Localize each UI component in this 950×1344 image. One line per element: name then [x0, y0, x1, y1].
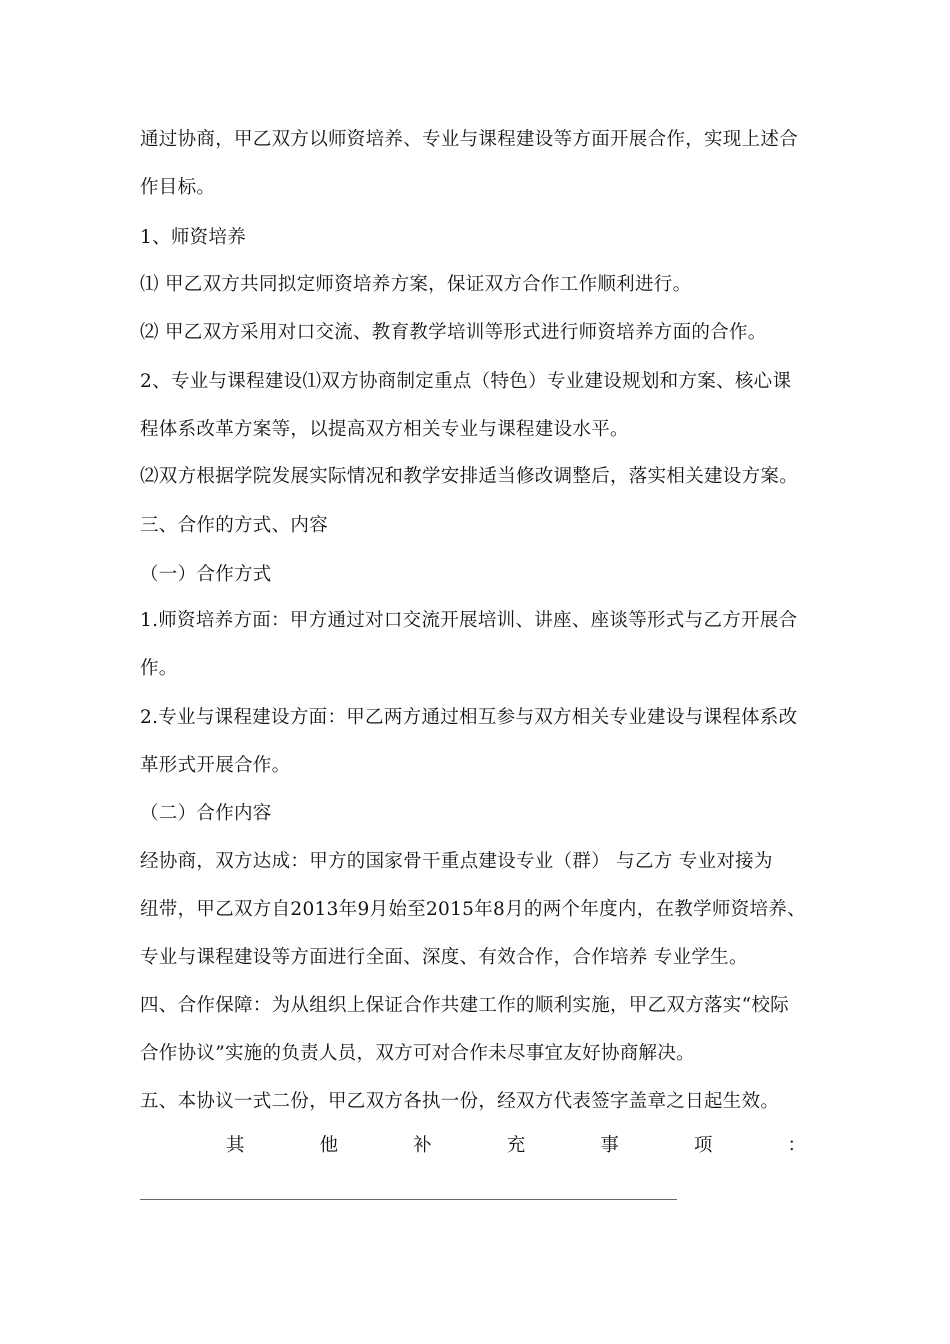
supplement-char: 项 [693, 1135, 713, 1156]
paragraph-line: 四、合作保障：为从组织上保证合作共建工作的顺利实施，甲乙双方落实“校际 [140, 995, 789, 1016]
paragraph-line: 2.专业与课程建设方面：甲乙两方通过相互参与双方相关专业建设与课程体系改 [140, 707, 798, 728]
paragraph-line: 1.师资培养方面：甲方通过对口交流开展培训、讲座、座谈等形式与乙方开展合 [140, 610, 798, 631]
paragraph-line: 五、本协议一式二份，甲乙双方各执一份，经双方代表签字盖章之日起生效。 [140, 1091, 780, 1112]
supplement-blank-line [140, 1199, 677, 1200]
supplement-char: 事 [600, 1135, 619, 1156]
paragraph-line: ⑵双方根据学院发展实际情况和教学安排适当修改调整后，落实相关建设方案。 [140, 466, 799, 487]
supplement-char: 充 [506, 1135, 526, 1156]
paragraph-line: 作目标。 [140, 177, 216, 198]
paragraph-line: 革形式开展合作。 [140, 755, 291, 776]
subsection-heading: （二）合作内容 [140, 803, 272, 824]
section-heading: 三、合作的方式、内容 [140, 515, 329, 536]
paragraph-line: 作。 [140, 658, 178, 679]
paragraph-line: ⑴ 甲乙双方共同拟定师资培养方案，保证双方合作工作顺利进行。 [140, 274, 692, 295]
supplement-char: 他 [319, 1135, 339, 1156]
paragraph-line: ⑵ 甲乙双方采用对口交流、教育教学培训等形式进行师资培养方面的合作。 [140, 322, 767, 343]
section-heading: 1、师资培养 [140, 227, 247, 248]
supplement-heading [226, 1134, 806, 1158]
supplement-char: ： [787, 1135, 806, 1156]
supplement-char: 补 [413, 1135, 432, 1156]
paragraph-line: 经协商，双方达成：甲方的国家骨干重点建设专业（群） 与乙方 专业对接为 [140, 851, 773, 872]
paragraph-line: 专业与课程建设等方面进行全面、深度、有效合作，合作培养 专业学生。 [140, 947, 748, 968]
paragraph-line: 通过协商，甲乙双方以师资培养、专业与课程建设等方面开展合作，实现上述合 [140, 129, 799, 150]
paragraph-line: 程体系改革方案等，以提高双方相关专业与课程建设水平。 [140, 419, 629, 440]
paragraph-line: 合作协议”实施的负责人员，双方可对合作未尽事宜友好协商解决。 [140, 1043, 695, 1064]
paragraph-line: 2、专业与课程建设⑴双方协商制定重点（特色）专业建设规划和方案、核心课 [140, 371, 792, 392]
subsection-heading: （一）合作方式 [140, 564, 272, 585]
supplement-char: 其 [226, 1135, 245, 1156]
paragraph-line: 纽带，甲乙双方自2013年9月始至2015年8月的两个年度内，在教学师资培养、 [140, 899, 806, 920]
